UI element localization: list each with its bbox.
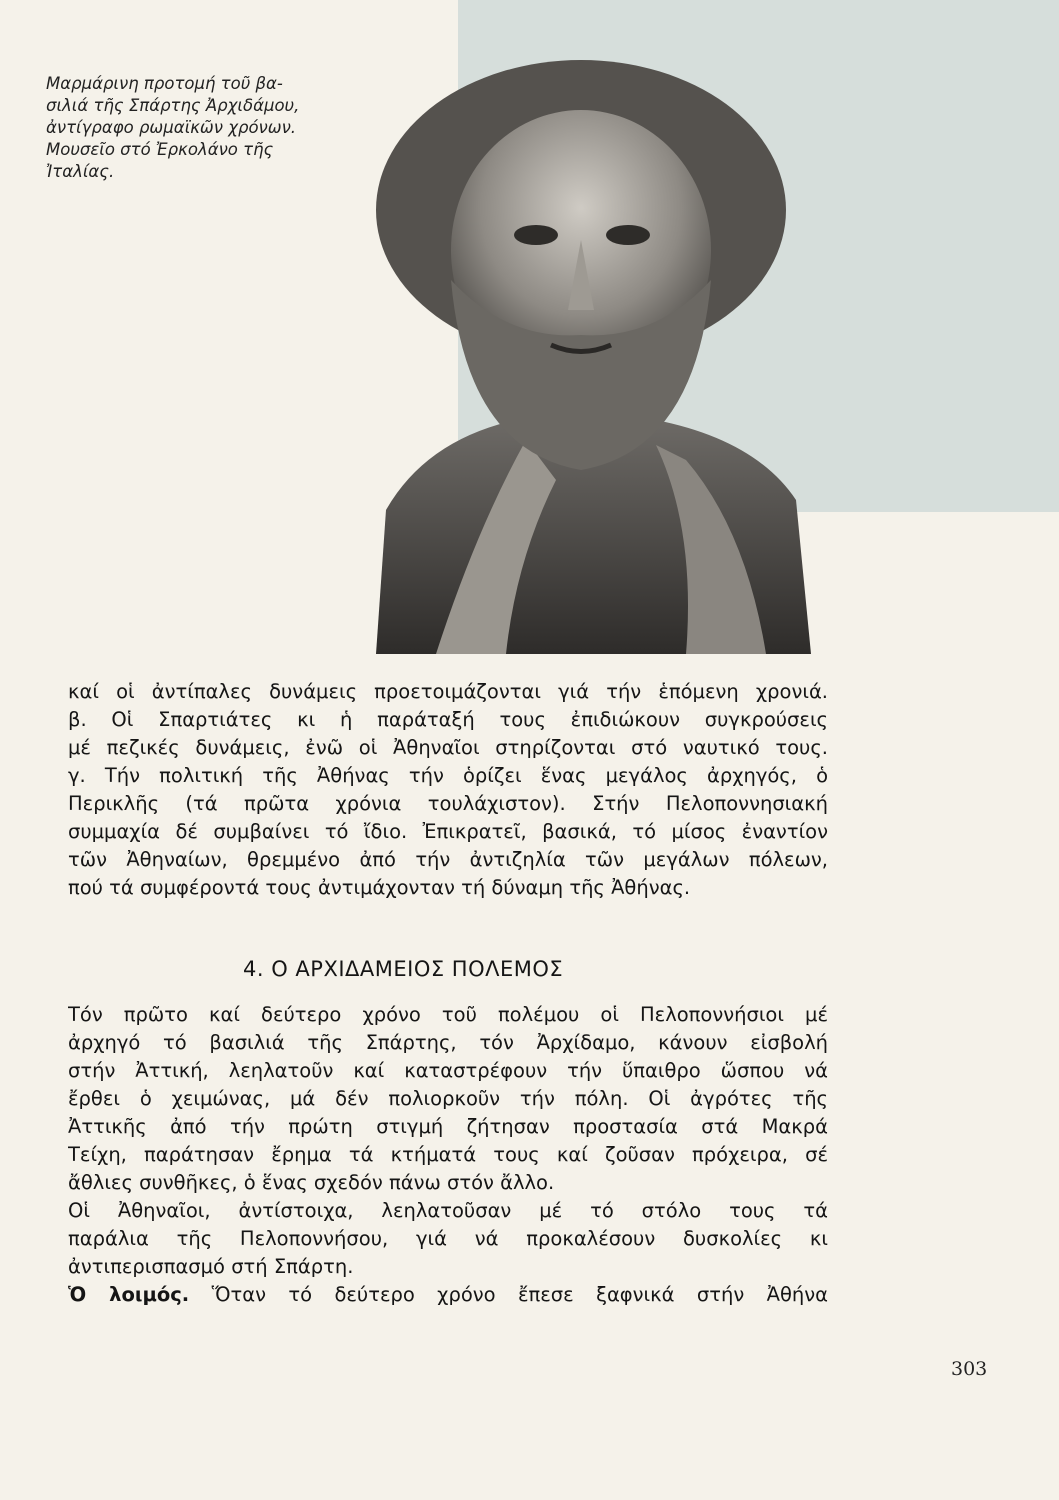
bust-of-archidamus-image <box>356 60 811 654</box>
text-line: Οἱ Ἀθηναῖοι, ἀντίστοιχα, λεηλατοῦσαν μέ τό στόλο τους τά <box>68 1199 828 1222</box>
text-line: στήν Ἀττική, λεηλατοῦν καί καταστρέφουν τήν ὕπαιθρο ὥσπου νά <box>68 1059 828 1082</box>
text-line: καί οἱ ἀντίπαλες δυνάμεις προετοιμάζονται γιά τήν ἑπόμενη χρονιά. <box>68 680 828 703</box>
page-number: 303 <box>951 1358 988 1380</box>
text-line: ἀρχηγό τό βασιλιά τῆς Σπάρτης, τόν Ἀρχίδαμο, κάνουν εἰσβολή <box>68 1031 828 1054</box>
text-line: γ. Τήν πολιτική τῆς Ἀθήνας τήν ὁρίζει ἕνας μεγάλος ἀρχηγός, ὁ <box>68 764 828 787</box>
section-heading: 4. Ο ΑΡΧΙΔΑΜΕΙΟΣ ΠΟΛΕΜΟΣ <box>243 957 564 981</box>
figure-caption <box>46 73 328 183</box>
text-line: τῶν Ἀθηναίων, θρεμμένο ἀπό τήν ἀντιζηλία τῶν μεγάλων πόλεων, <box>68 848 828 871</box>
text-line: ἔρθει ὁ χειμώνας, μά δέν πολιορκοῦν τήν πόλη. Οἱ ἀγρότες τῆς <box>68 1087 828 1110</box>
text-line: παράλια τῆς Πελοποννήσου, γιά νά προκαλέσουν δυσκολίες κι <box>68 1227 828 1250</box>
caption-line: Μαρμάρινη προτομή τοῦ βα- <box>46 74 283 93</box>
bust-right-eye <box>606 225 650 245</box>
caption-line: Μουσεῖο στό Ἐρκολάνο τῆς <box>46 140 274 159</box>
plague-subheading: Ὁ λοιμός. <box>68 1283 190 1306</box>
caption-line: σιλιά τῆς Σπάρτης Ἀρχιδάμου, <box>46 96 300 115</box>
text-line: πού τά συμφέροντά τους ἀντιμάχονταν τή δύναμη τῆς Ἀθήνας. <box>68 876 691 899</box>
caption-line: Ἰταλίας. <box>46 162 115 181</box>
text-line: ἀντιπερισπασμό στή Σπάρτη. <box>68 1255 354 1278</box>
intro-text-block <box>68 678 828 902</box>
text-line: συμμαχία δέ συμβαίνει τό ἴδιο. Ἐπικρατεῖ, βασικά, τό μίσος ἐναντίον <box>68 820 828 843</box>
text-line: μέ πεζικές δυνάμεις, ἐνῶ οἱ Ἀθηναῖοι στηρίζονται στό ναυτικό τους. <box>68 736 828 759</box>
final-line-text: Ὅταν τό δεύτερο χρόνο ἔπεσε ξαφνικά στήν Ἀθήνα <box>211 1283 828 1306</box>
text-line: Τείχη, παράτησαν ἔρημα τά κτήματά τους καί ζοῦσαν πρόχειρα, σέ <box>68 1143 828 1166</box>
main-text-block <box>68 1001 828 1309</box>
text-line: Ἀττικῆς ἀπό τήν πρώτη στιγμή ζήτησαν προστασία στά Μακρά <box>68 1115 828 1138</box>
bust-left-eye <box>514 225 558 245</box>
text-line: β. Οἱ Σπαρτιάτες κι ἡ παράταξή τους ἐπιδιώκουν συγκρούσεις <box>68 708 828 731</box>
text-line: Τόν πρῶτο καί δεύτερο χρόνο τοῦ πολέμου οἱ Πελοποννήσιοι μέ <box>68 1003 828 1026</box>
text-line: ἄθλιες συνθῆκες, ὁ ἕνας σχεδόν πάνω στόν ἄλλο. <box>68 1171 555 1194</box>
text-line: Περικλῆς (τά πρῶτα χρόνια τουλάχιστον). Στήν Πελοποννησιακή <box>68 792 828 815</box>
caption-line: ἀντίγραφο ρωμαϊκῶν χρόνων. <box>46 118 297 137</box>
text-line-final <box>68 1281 828 1309</box>
